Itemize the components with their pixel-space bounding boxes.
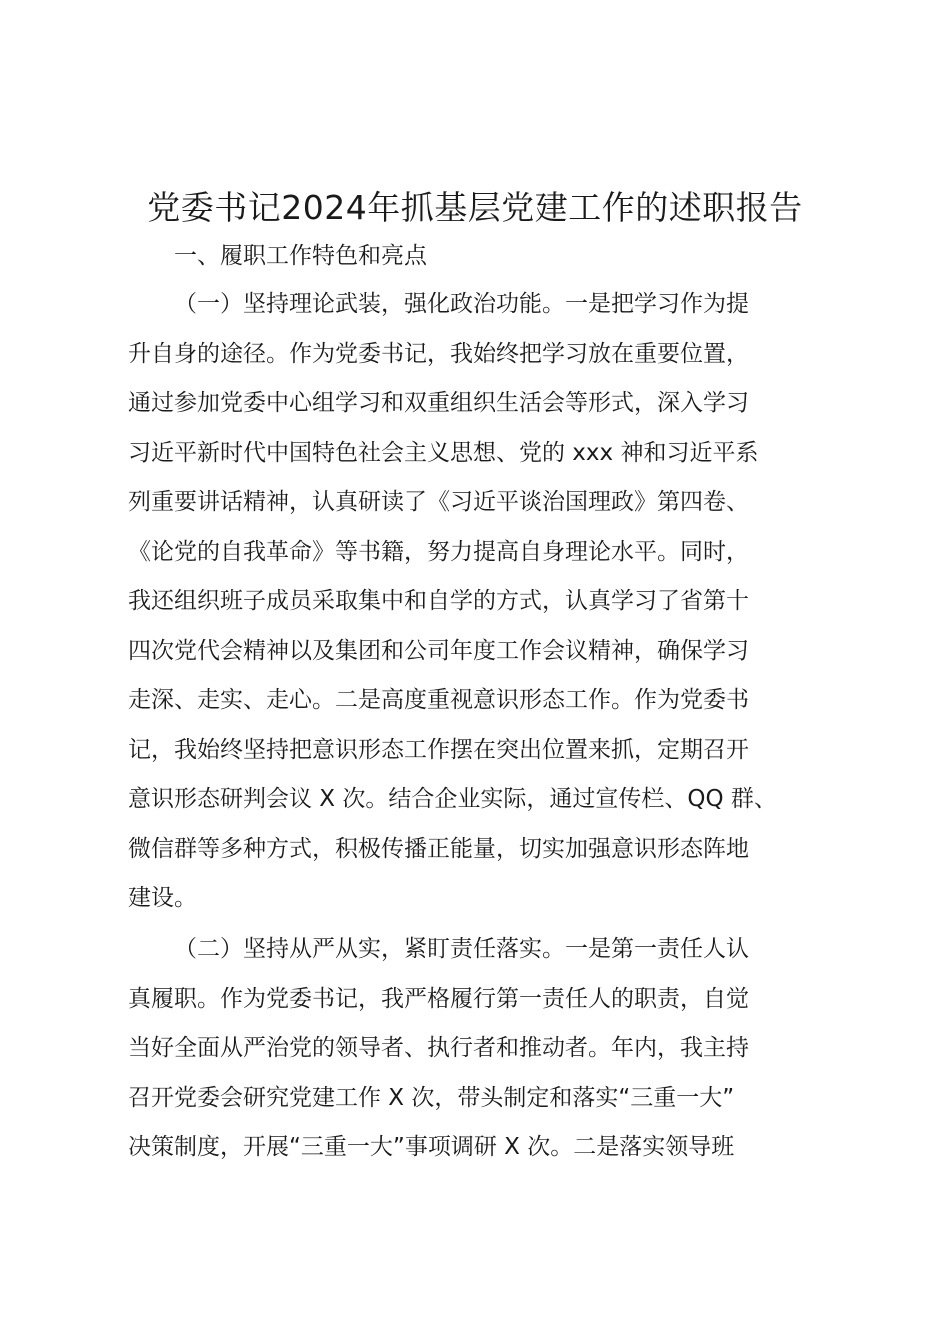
paragraph-line: （二）坚持从严从实，紧盯责任落实。一是第一责任人认 bbox=[174, 936, 749, 962]
paragraph-line: 我还组织班子成员采取集中和自学的方式，认真学习了省第十 bbox=[128, 588, 749, 614]
paragraph-line: 意识形态研判会议 X 次。结合企业实际，通过宣传栏、QQ 群、 bbox=[128, 786, 777, 812]
paragraph-line: 列重要讲话精神，认真研读了《习近平谈治国理政》第四卷、 bbox=[128, 489, 749, 515]
paragraph-line: 四次党代会精神以及集团和公司年度工作会议精神，确保学习 bbox=[128, 637, 749, 664]
paragraph-line: 走深、走实、走心。二是高度重视意识形态工作。作为党委书 bbox=[128, 687, 749, 713]
section-heading: 一、履职工作特色和亮点 bbox=[174, 243, 427, 269]
paragraph-line: 真履职。作为党委书记，我严格履行第一责任人的职责，自觉 bbox=[128, 985, 749, 1012]
paragraph-line: 建设。 bbox=[128, 885, 197, 911]
paragraph-line: 通过参加党委中心组学习和双重组织生活会等形式，深入学习 bbox=[128, 390, 749, 416]
paragraph-line: 记，我始终坚持把意识形态工作摆在突出位置来抓，定期召开 bbox=[128, 736, 749, 763]
paragraph-line: （一）坚持理论武装，强化政治功能。一是把学习作为提 bbox=[174, 291, 749, 317]
paragraph-1 bbox=[128, 280, 832, 924]
paragraph-line: 决策制度，开展“三重一大”事项调研 X 次。二是落实领导班 bbox=[128, 1134, 735, 1160]
paragraph-line: 当好全面从严治党的领导者、执行者和推动者。年内，我主持 bbox=[128, 1035, 749, 1061]
paragraph-line: 《论党的自我革命》等书籍，努力提高自身理论水平。同时， bbox=[128, 538, 749, 565]
paragraph-line: 微信群等多种方式，积极传播正能量，切实加强意识形态阵地 bbox=[128, 835, 749, 862]
document-title: 党委书记2024年抓基层党建工作的述职报告 bbox=[147, 188, 803, 227]
paragraph-2 bbox=[128, 925, 832, 1173]
paragraph-line: 习近平新时代中国特色社会主义思想、党的 xxx 神和习近平系 bbox=[128, 439, 759, 466]
paragraph-line: 升自身的途径。作为党委书记，我始终把学习放在重要位置， bbox=[128, 340, 749, 367]
paragraph-line: 召开党委会研究党建工作 X 次，带头制定和落实“三重一大” bbox=[128, 1084, 735, 1111]
